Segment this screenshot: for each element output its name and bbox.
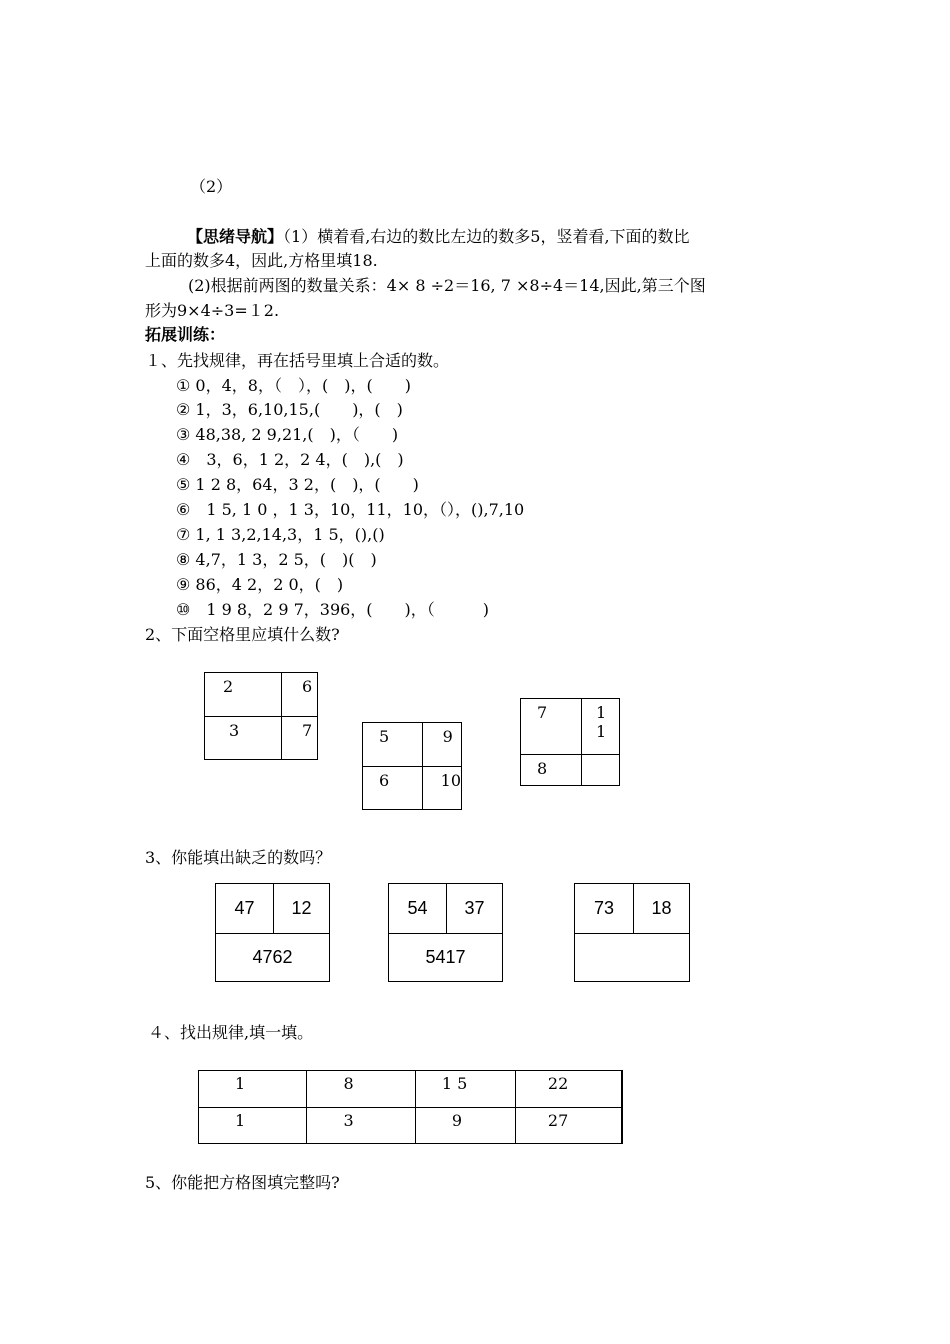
hint-line-4: 形为9×4÷3=１2. <box>145 301 280 320</box>
q3-box-2 <box>388 883 503 982</box>
table-cell: 1 5 <box>415 1071 515 1108</box>
q1-title: １、先找规律，再在括号里填上合适的数。 <box>145 351 450 370</box>
q2-title: 2、下面空格里应填什么数? <box>145 625 340 644</box>
grid-cell: 6 <box>282 673 318 717</box>
q2-grid-3 <box>520 698 620 786</box>
box-cell: 12 <box>274 884 330 934</box>
table-cell: 1 <box>199 1107 307 1144</box>
table-cell: 8 <box>307 1071 415 1108</box>
grid-cell: 7 <box>521 699 582 755</box>
extension-title: 拓展训练： <box>145 325 226 344</box>
q1-item: ⑩ 1 9 8，2 9 7，396，( )，（ ) <box>176 600 490 619</box>
q1-item: ③ 48,38, 2 9,21,( )，（ ) <box>176 425 399 444</box>
q4-title: ４、找出规律,填一填。 <box>148 1023 314 1042</box>
hint-heading: 【思绪导航】 <box>187 227 284 246</box>
table-cell: 3 <box>307 1107 415 1144</box>
table-cell-empty <box>622 1107 623 1144</box>
grid-cell: 9 <box>422 723 461 767</box>
table-cell: 27 <box>515 1107 621 1144</box>
box-cell-empty <box>575 934 690 982</box>
hint-line-1 <box>187 226 690 248</box>
grid-cell: 3 <box>205 716 282 760</box>
q3-box-1 <box>215 883 330 982</box>
box-cell: 47 <box>216 884 274 934</box>
box-cell: 73 <box>575 884 634 934</box>
grid-cell: 5 <box>363 723 423 767</box>
q1-item: ④ 3，6，1 2，2 4，( ),( ) <box>176 450 404 469</box>
grid-cell: 7 <box>282 716 318 760</box>
box-cell: 18 <box>634 884 690 934</box>
q3-box-3 <box>574 883 690 982</box>
grid-cell: 10 <box>422 766 461 810</box>
q3-title: 3、你能填出缺乏的数吗？ <box>145 848 332 867</box>
table-cell: 1 <box>199 1071 307 1108</box>
q1-item: ⑦ 1, 1 3,2,14,3，1 5，(),() <box>176 525 385 544</box>
q1-item: ⑥ 1 5, 1 0 ，1 3，10，11，10，（），(),7,10 <box>176 500 525 519</box>
q1-item: ⑧ 4,7，1 3，2 5，( )( ) <box>176 550 377 569</box>
grid-cell: 2 <box>205 673 282 717</box>
q5-title: 5、你能把方格图填完整吗? <box>145 1173 340 1192</box>
box-cell: 4762 <box>216 934 330 982</box>
q2-grid-2 <box>362 722 462 810</box>
table-cell: 22 <box>515 1071 621 1108</box>
q4-table <box>198 1070 623 1144</box>
box-cell: 37 <box>447 884 503 934</box>
q1-item: ⑨ 86，4 2，2 0，( ) <box>176 575 344 594</box>
hint-line-1-text: （1）横着看,右边的数比左边的数多5，竖着看,下面的数比 <box>283 227 690 246</box>
table-cell: 9 <box>415 1107 515 1144</box>
box-cell: 54 <box>389 884 447 934</box>
q1-item: ① 0，4，8，（ ），( )，( ) <box>176 376 411 395</box>
table-cell-empty <box>622 1071 623 1108</box>
hint-line-3: (2)根据前两图的数量关系：4× 8 ÷2＝16, 7 ×8÷4＝14,因此,第三个图 <box>188 276 706 295</box>
hint-line-2: 上面的数多4，因此,方格里填18. <box>145 251 378 270</box>
q1-item: ⑤ 1 2 8，64，3 2，( )，( ) <box>176 475 419 494</box>
grid-cell-empty <box>582 754 620 785</box>
box-cell: 5417 <box>389 934 503 982</box>
grid-cell: 6 <box>363 766 423 810</box>
q1-item: ② 1，3，6,10,15,( )，( ) <box>176 400 403 419</box>
sub-question-2-label: （2） <box>190 177 233 196</box>
grid-cell: 8 <box>521 754 582 785</box>
grid-cell: 1 1 <box>582 699 620 755</box>
q2-grid-1 <box>204 672 318 760</box>
